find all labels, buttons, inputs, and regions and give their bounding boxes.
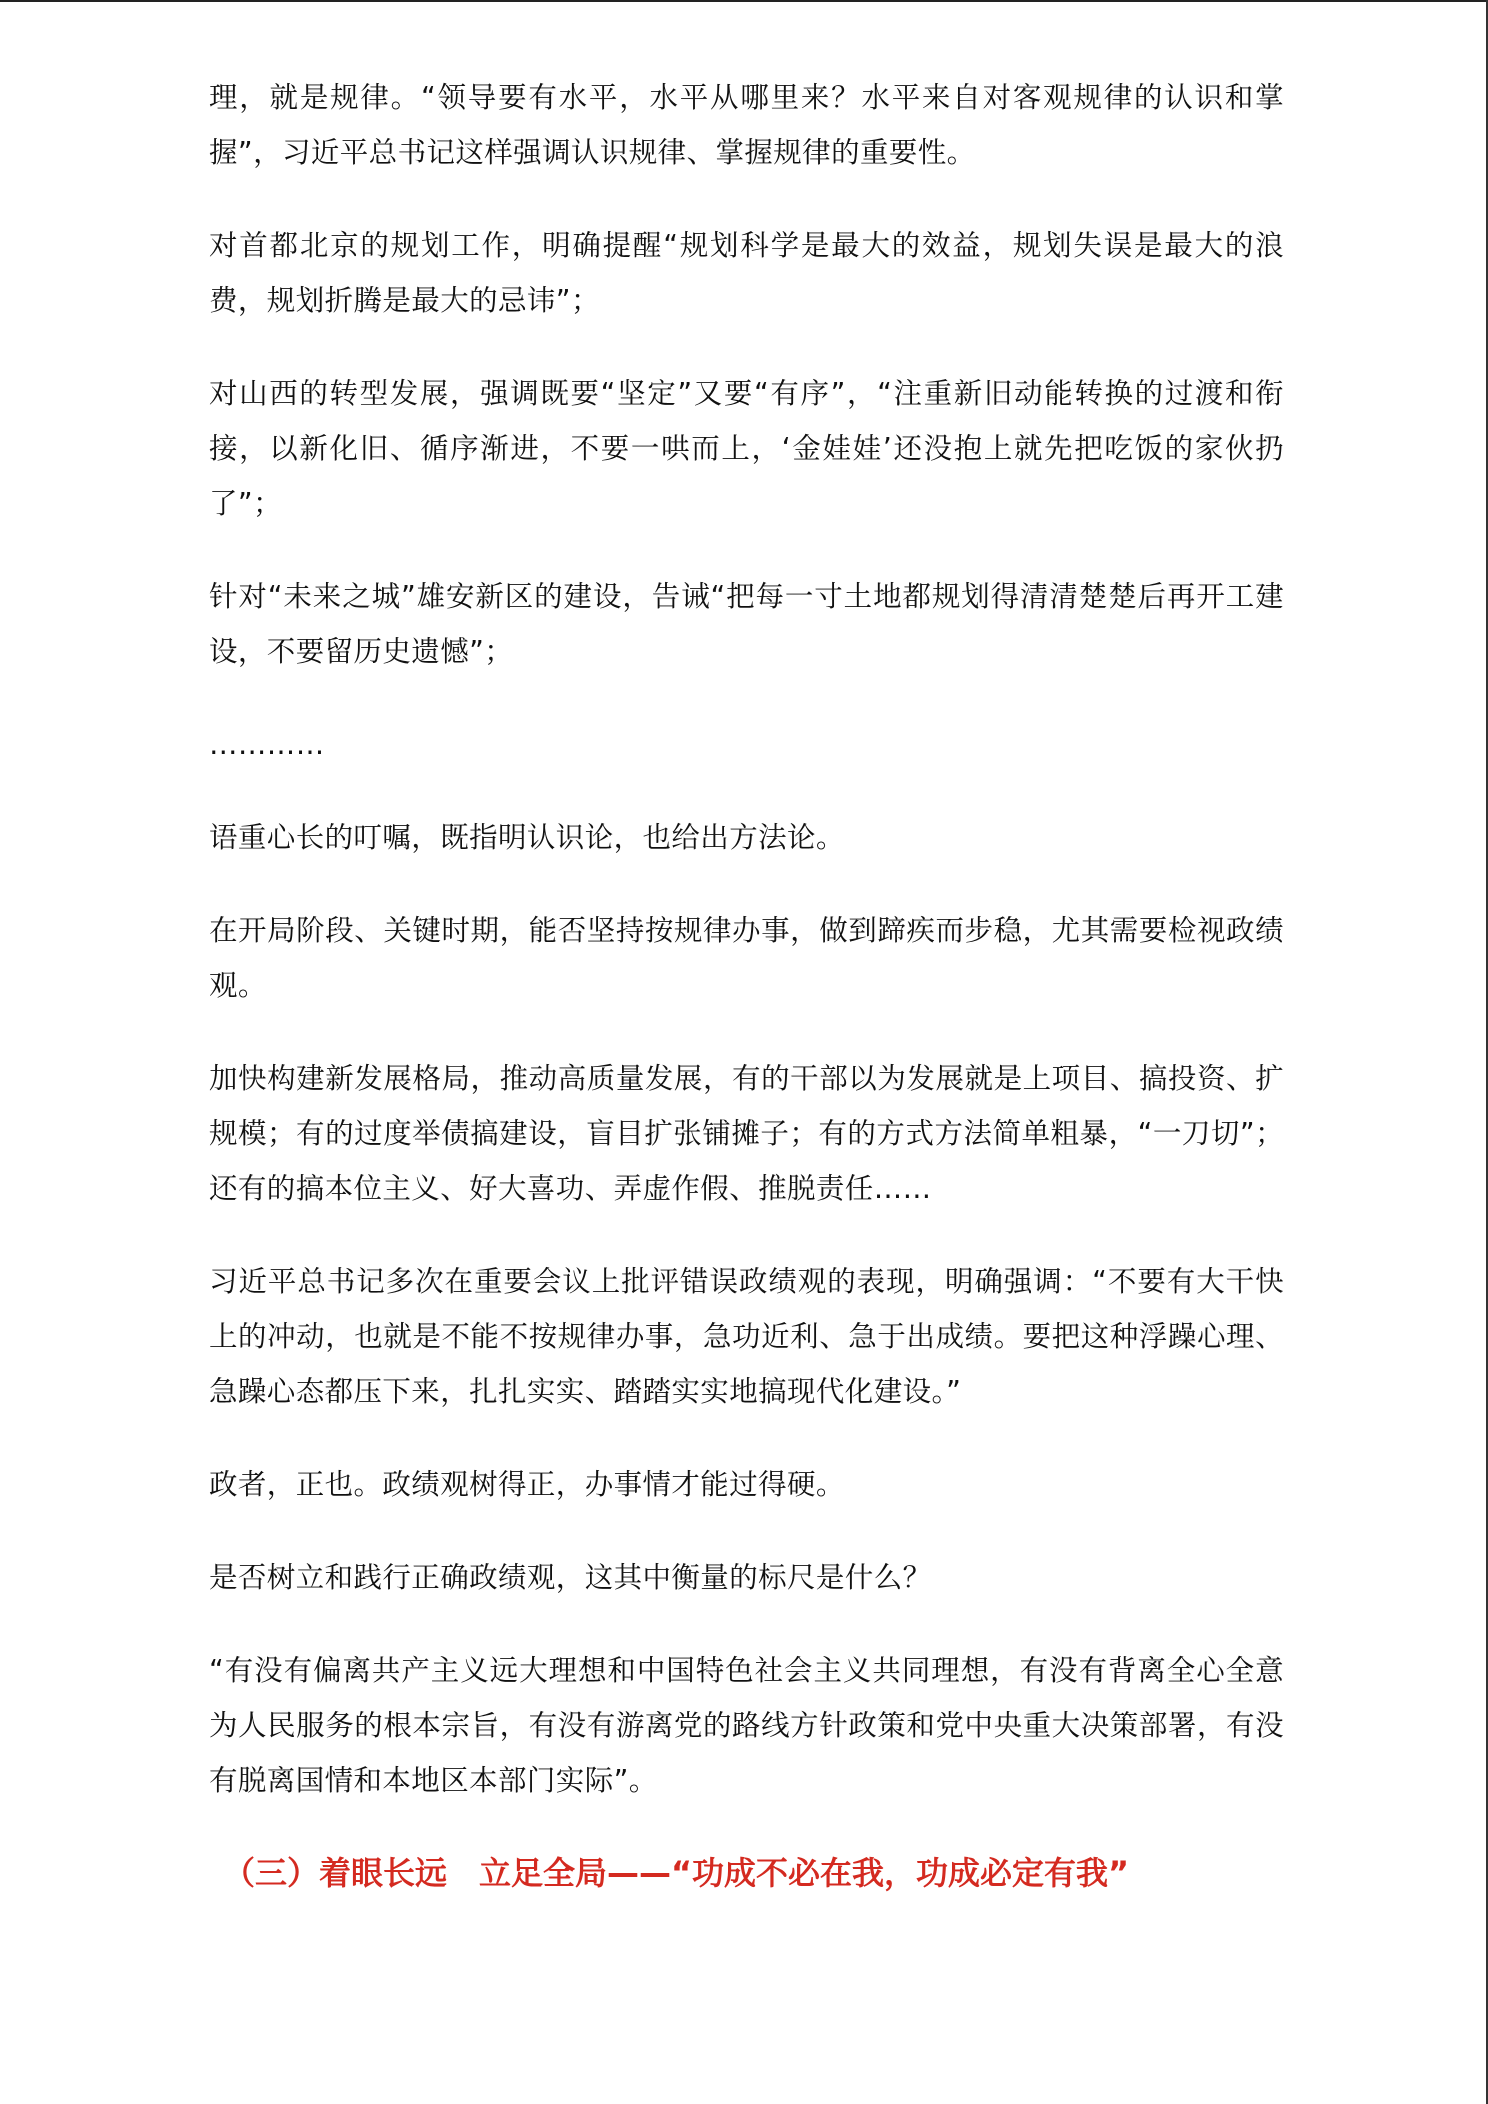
paragraph: 政者，正也。政绩观树得正，办事情才能过得硬。 (209, 1468, 845, 1501)
paragraph: 对山西的转型发展，强调既要“坚定”又要“有序”，“注重新旧动能转换的过渡和衔接，以新化旧、循序渐进，不要一哄而上，‘金娃娃’还没抱上就先把吃饭的家伙扔了”； (209, 377, 1284, 520)
paragraph: 针对“未来之城”雄安新区的建设，告诫“把每一寸土地都规划得清清楚楚后再开工建设，不要留历史遗憾”； (209, 580, 1284, 668)
paragraph: 加快构建新发展格局，推动高质量发展，有的干部以为发展就是上项目、搞投资、扩规模；有的过度举债搞建设，盲目扩张铺摊子；有的方式方法简单粗暴，“一刀切”；还有的搞本位主义、好大喜功、弄虚作假、推脱责任…… (209, 1062, 1284, 1205)
document-body (209, 70, 1284, 1900)
paragraph: 理，就是规律。“领导要有水平，水平从哪里来？水平来自对客观规律的认识和掌握”，习近平总书记这样强调认识规律、掌握规律的重要性。 (209, 81, 1284, 169)
quote-paragraph: “有没有偏离共产主义远大理想和中国特色社会主义共同理想，有没有背离全心全意为人民服务的根本宗旨，有没有游离党的路线方针政策和党中央重大决策部署，有没有脱离国情和本地区本部门实际”。 (209, 1654, 1284, 1797)
paragraph: 在开局阶段、关键时期，能否坚持按规律办事，做到蹄疾而步稳，尤其需要检视政绩观。 (209, 914, 1284, 1002)
paragraph: 语重心长的叮嘱，既指明认识论，也给出方法论。 (209, 821, 845, 854)
section-heading: （三）着眼长远 立足全局——“功成不必在我，功成必定有我” (223, 1854, 1130, 1892)
paragraph: 对首都北京的规划工作，明确提醒“规划科学是最大的效益，规划失误是最大的浪费，规划折腾是最大的忌讳”； (209, 229, 1284, 317)
paragraph: 习近平总书记多次在重要会议上批评错误政绩观的表现，明确强调：“不要有大干快上的冲动，也就是不能不按规律办事，急功近利、急于出成绩。要把这种浮躁心理、急躁心态都压下来，扎扎实实、踏踏实实地搞现代化建设。” (209, 1265, 1284, 1408)
page-border-top (0, 0, 1488, 2)
ellipsis-paragraph: ………… (209, 728, 325, 761)
paragraph: 是否树立和践行正确政绩观，这其中衡量的标尺是什么？ (209, 1561, 932, 1594)
